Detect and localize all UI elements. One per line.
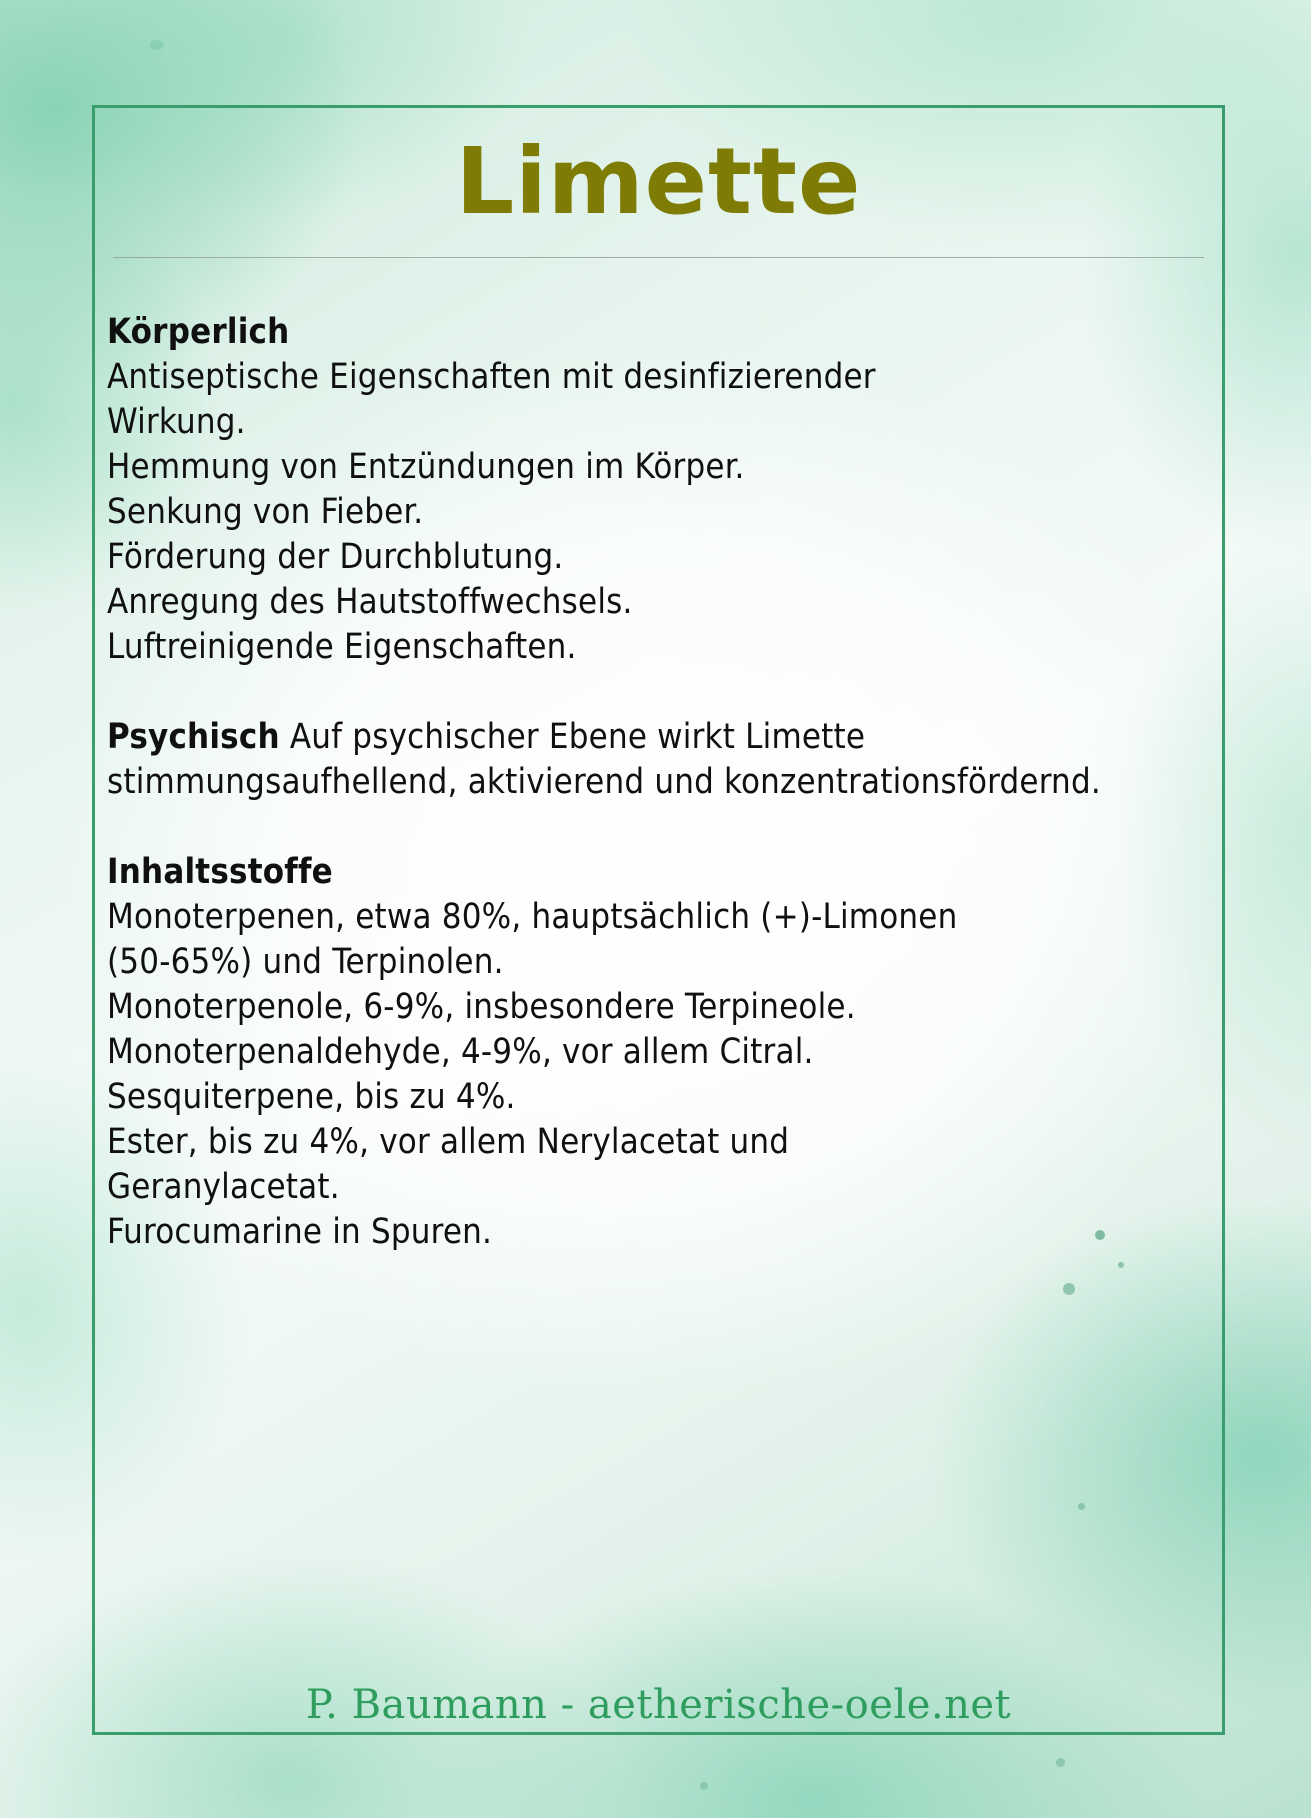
footer-credit: P. Baumann - aetherische-oele.net: [305, 1682, 1012, 1728]
section-inhaltsstoffe: [107, 850, 1192, 1255]
body-line: Förderung der Durchblutung.: [107, 536, 564, 577]
body-line: Hemmung von Entzündungen im Körper.: [107, 446, 745, 487]
body-line: Monoterpenen, etwa 80%, hauptsächlich (+)-Limonen: [107, 896, 958, 937]
body-line: Furocumarine in Spuren.: [107, 1211, 493, 1252]
body-line: Anregung des Hautstoffwechsels.: [107, 581, 633, 622]
body-line: Antiseptische Eigenschaften mit desinfizierender: [107, 356, 876, 397]
body-line: Wirkung.: [107, 401, 246, 442]
page-title: Limette: [455, 128, 862, 235]
watercolor-blot: [150, 40, 164, 50]
section-heading: Körperlich: [107, 311, 290, 352]
section-paragraph: [107, 715, 1192, 805]
section-heading: Psychisch: [107, 716, 280, 757]
watercolor-blot: [700, 1782, 708, 1790]
body-line: Sesquiterpene, bis zu 4%.: [107, 1076, 516, 1117]
body-line: Luftreinigende Eigenschaften.: [107, 626, 577, 667]
section-heading: Inhaltsstoffe: [107, 851, 333, 892]
section-koerperlich: [107, 310, 1192, 670]
body-line: Monoterpenaldehyde, 4-9%, vor allem Citral.: [107, 1031, 814, 1072]
body-line: (50-65%) und Terpinolen.: [107, 941, 504, 982]
body-line: Monoterpenole, 6-9%, insbesondere Terpineole.: [107, 986, 856, 1027]
document-body: [107, 310, 1222, 1255]
section-psychisch: [107, 715, 1192, 805]
watercolor-blot: [1056, 1758, 1065, 1767]
document-card: [92, 105, 1225, 1735]
body-line: Senkung von Fieber.: [107, 491, 424, 532]
body-text: Auf psychischer Ebene wirkt Limette stimmungsaufhellend, aktivierend und konzentrationsfördernd.: [107, 716, 1101, 802]
footer: [95, 1682, 1222, 1732]
body-line: Geranylacetat.: [107, 1166, 340, 1207]
title-divider: [113, 257, 1204, 258]
body-line: Ester, bis zu 4%, vor allem Nerylacetat und: [107, 1121, 790, 1162]
